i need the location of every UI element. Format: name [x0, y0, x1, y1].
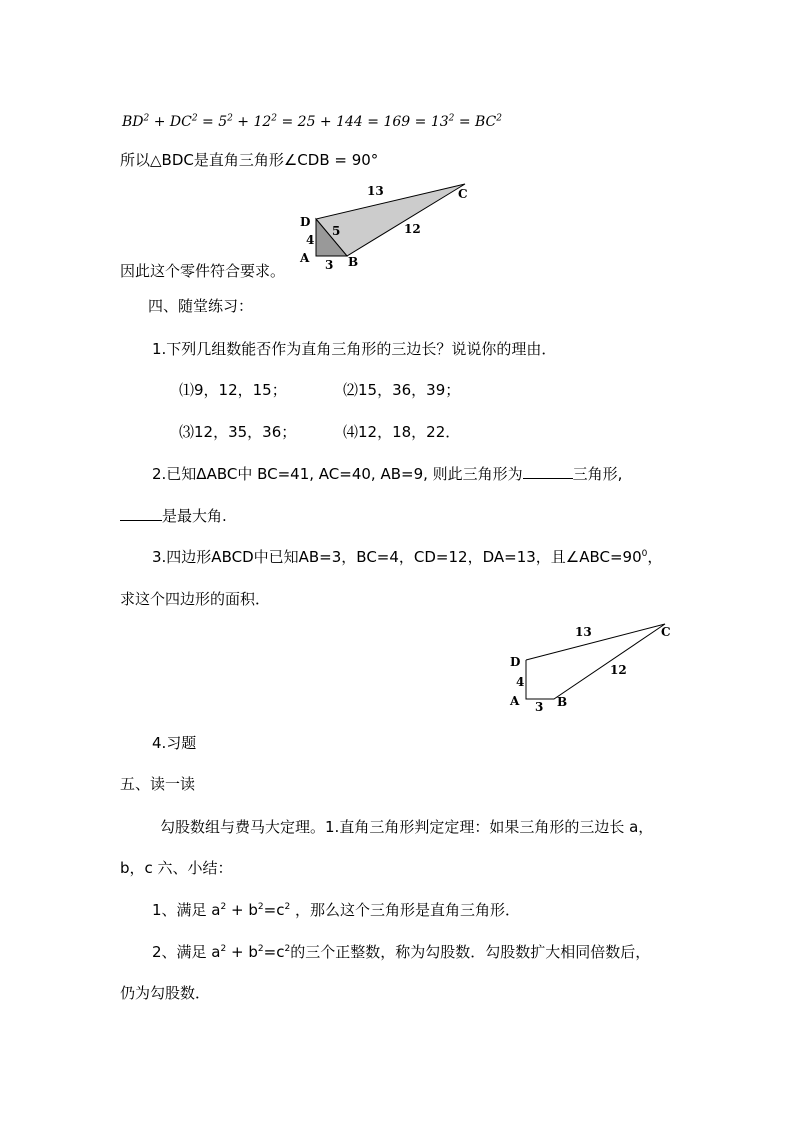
reading-line-2: b，c 六、小结：: [120, 859, 233, 877]
exp: 2: [284, 902, 291, 912]
q2-part2: 三角形,: [572, 465, 623, 483]
edge-bc: 12: [610, 663, 627, 677]
q2-line-2: [120, 506, 227, 526]
formula-exp: 2: [271, 113, 278, 124]
requirement-text: 因此这个零件符合要求。: [120, 262, 286, 280]
edge-dc: 13: [575, 625, 592, 639]
formula-eq1: = 5: [197, 114, 228, 130]
edge-ad: 4: [516, 675, 525, 689]
exp: 2: [257, 944, 264, 954]
q2-part1: 2.已知ΔABC中 BC=41, AC=40, AB=9, 则此三角形为: [152, 465, 523, 483]
summary-2-a: 2、满足 a: [152, 943, 221, 961]
q1-item-4: ⑷12，18，22．: [343, 423, 461, 441]
section-5-title: 五、读一读: [120, 775, 196, 793]
label-a: A: [300, 251, 310, 265]
label-a: A: [510, 694, 520, 708]
summary-1-d: ，那么这个三角形是直角三角形．: [290, 901, 520, 919]
q3-sup: 0: [641, 549, 648, 559]
answer-blank-1[interactable]: [523, 464, 573, 479]
edge-dc: 13: [367, 184, 384, 198]
edge-ab: 3: [325, 258, 334, 272]
edge-ab: 3: [535, 700, 544, 714]
q4-text: 4.习题: [152, 734, 197, 752]
q3-line-2: 求这个四边形的面积．: [120, 590, 271, 608]
q1-item-2: ⑵15，36，39；: [343, 381, 461, 399]
summary-2: [152, 942, 650, 962]
section-4-title: 四、随堂练习：: [148, 297, 254, 315]
q3-line-1: [152, 547, 662, 567]
answer-blank-2[interactable]: [120, 506, 162, 521]
q1-item-1: ⑴9，12，15；: [179, 381, 287, 399]
label-c: C: [661, 625, 671, 639]
q1-stem: 1.下列几组数能否作为直角三角形的三边长？说说你的理由．: [152, 340, 557, 358]
exp: 2: [220, 944, 227, 954]
formula-dc: DC: [169, 114, 192, 130]
label-d: D: [300, 215, 311, 229]
edge-bd: 5: [332, 224, 341, 238]
summary-1-a: 1、满足 a: [152, 901, 221, 919]
formula-bd: BD: [122, 114, 144, 130]
summary-2-b: + b: [226, 943, 258, 961]
summary-2-line-2: 仍为勾股数．: [120, 984, 211, 1002]
edge-ad: 4: [306, 233, 315, 247]
formula-eq3: = BC: [454, 114, 497, 130]
figure-triangle-bdc: [292, 176, 492, 276]
formula-exp: 2: [143, 113, 150, 124]
q1-item-3: ⑶12，35，36；: [179, 423, 297, 441]
exp: 2: [257, 902, 264, 912]
q2-line-1: [152, 464, 622, 484]
q3-stem-end: ，: [647, 548, 663, 566]
formula-exp: 2: [448, 113, 455, 124]
formula-exp: 2: [191, 113, 198, 124]
q2-part3: 是最大角.: [162, 507, 227, 525]
quadrilateral-shape: [526, 624, 665, 699]
summary-1-b: + b: [226, 901, 258, 919]
formula-exp: 2: [496, 113, 502, 124]
summary-1: [152, 900, 520, 920]
pythagorean-formula: $BD^2 + DC^2 = 5^2 + 12^2 = 25 + 144 = 169 = 13^2 = BC^2$: [122, 113, 502, 130]
label-d: D: [510, 655, 521, 669]
summary-2-d: 的三个正整数，称为勾股数．勾股数扩大相同倍数后，: [290, 943, 651, 961]
q3-stem: 3.四边形ABCD中已知AB=3，BC=4，CD=12，DA=13，且∠ABC=90: [152, 548, 642, 566]
formula-eq2: = 25 + 144 = 169 = 13: [277, 114, 449, 130]
edge-bc: 12: [404, 222, 421, 236]
conclusion-text: 所以△BDC是直角三角形∠CDB = 90°: [120, 151, 379, 169]
summary-2-c: =c: [263, 943, 285, 961]
label-b: B: [557, 695, 568, 709]
summary-1-c: =c: [263, 901, 285, 919]
label-b: B: [348, 255, 359, 269]
formula-exp: 2: [227, 113, 233, 124]
exp: 2: [220, 902, 227, 912]
exp: 2: [284, 944, 291, 954]
reading-line-1: 勾股数组与费马大定理。1.直角三角形判定定理：如果三角形的三边长 a，: [160, 818, 654, 836]
figure-quadrilateral-abcd: [502, 616, 692, 716]
formula-plus1: + 12: [232, 114, 272, 130]
label-c: C: [458, 187, 468, 201]
